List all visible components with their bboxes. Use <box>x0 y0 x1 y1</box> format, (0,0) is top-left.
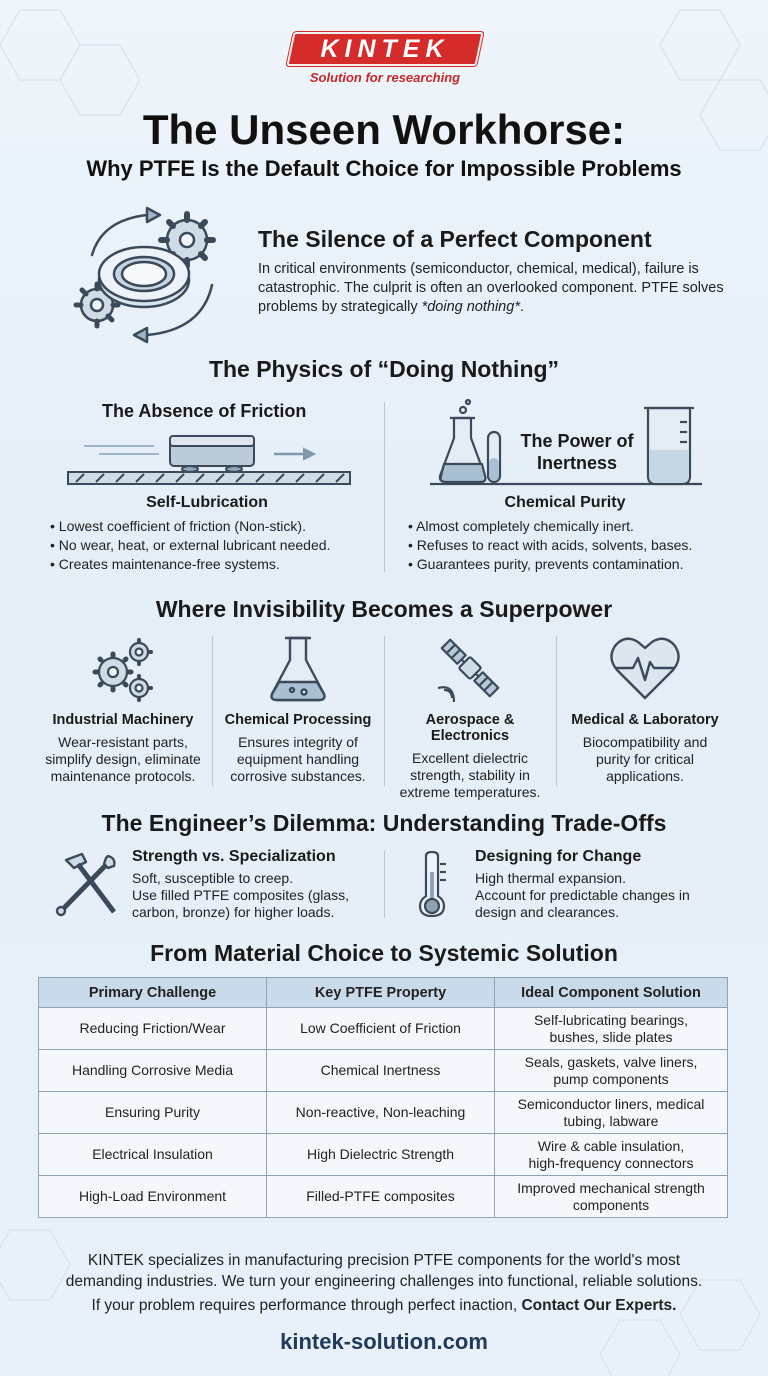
app-title: Industrial Machinery <box>52 712 194 728</box>
inertness-bullet-list <box>408 517 748 574</box>
table-cell: Non-reactive, Non-leaching <box>267 1092 495 1134</box>
inertness-label <box>512 430 642 474</box>
table-cell: Filled-PTFE composites <box>267 1176 495 1218</box>
strength-text <box>132 870 382 921</box>
tradeoff-divider <box>384 850 385 918</box>
list-item: • Lowest coefficient of friction (Non-stick). <box>50 517 380 536</box>
list-item: • Almost completely chemically inert. <box>408 517 748 536</box>
app-desc-line: Biocompatibility and <box>582 734 708 750</box>
table-cell <box>495 1092 728 1134</box>
table-row <box>39 1134 728 1176</box>
silence-text-emphasis: *doing nothing* <box>421 299 520 315</box>
satellite-icon <box>430 632 510 704</box>
list-item: • No wear, heat, or external lubricant needed. <box>50 536 380 555</box>
list-item: • Creates maintenance-free systems. <box>50 555 380 574</box>
app-desc-line: corrosive substances. <box>230 768 366 784</box>
footer-cta <box>30 1297 738 1315</box>
list-item: • Refuses to react with acids, solvents, bases. <box>408 536 748 555</box>
solutions-heading: From Material Choice to Systemic Solution <box>150 940 618 966</box>
app-desc-line: purity for critical <box>595 751 695 767</box>
footer-line: KINTEK specializes in manufacturing precision PTFE components for the world's most <box>87 1252 681 1269</box>
app-description <box>385 750 555 801</box>
app-title: Aerospace & Electronics <box>425 712 515 744</box>
solutions-table <box>38 977 728 1218</box>
silence-text-end: . <box>519 299 524 315</box>
footer-line: demanding industries. We turn your engineering challenges into functional, reliable solutions. <box>65 1273 703 1290</box>
change-title: Designing for Change <box>475 848 642 865</box>
app-industrial-machinery <box>38 632 208 785</box>
app-description <box>560 734 730 785</box>
logo-tagline: Solution for researching <box>309 70 461 85</box>
table-cell <box>495 1008 728 1050</box>
tradeoff-line: Soft, susceptible to creep. <box>132 870 294 886</box>
silence-paragraph <box>258 260 728 317</box>
cell-line: tubing, labware <box>563 1112 659 1129</box>
friction-bullet-list <box>50 517 380 574</box>
footer-description <box>30 1250 738 1292</box>
app-desc-line: equipment handling <box>236 751 360 767</box>
cell-line: pump components <box>553 1070 669 1087</box>
app-desc-line: Ensures integrity of <box>238 734 358 750</box>
flask-icon <box>258 632 338 704</box>
table-cell <box>495 1050 728 1092</box>
list-item: • Guarantees purity, prevents contamination. <box>408 555 748 574</box>
table-header-row <box>39 978 728 1008</box>
heart-pulse-icon <box>605 632 685 704</box>
table-cell: Electrical Insulation <box>39 1134 267 1176</box>
app-medical-laboratory <box>560 632 730 785</box>
cell-line: Improved mechanical strength <box>517 1179 705 1196</box>
table-cell: High-Load Environment <box>39 1176 267 1218</box>
tradeoffs-heading: The Engineer’s Dilemma: Understanding Trade-Offs <box>101 810 667 836</box>
table-cell: Handling Corrosive Media <box>39 1050 267 1092</box>
table-row <box>39 1176 728 1218</box>
page-subtitle: Why PTFE Is the Default Choice for Impossible Problems <box>86 156 682 181</box>
change-text <box>475 870 745 921</box>
inertness-label-line1: The Power of <box>520 431 634 451</box>
app-description <box>38 734 208 785</box>
inertness-label-line2: Inertness <box>536 453 618 473</box>
app-title: Chemical Processing <box>224 712 372 728</box>
bearing-gears-icon <box>62 200 232 350</box>
page-title: The Unseen Workhorse: <box>142 106 626 153</box>
cell-line: Semiconductor liners, medical <box>517 1095 705 1112</box>
friction-label: The Absence of Friction <box>102 401 307 421</box>
gears-icon <box>83 632 163 704</box>
silence-text-main: In critical environments (semiconductor, chemical, medical), failure is catastrophic. The culprit is often an overlooked component. PTFE solves problems by strategically <box>258 261 724 315</box>
logo-text: KINTEK <box>320 35 450 63</box>
applications-heading: Where Invisibility Becomes a Superpower <box>155 596 613 622</box>
table-cell: High Dielectric Strength <box>267 1134 495 1176</box>
app-desc-line: extreme temperatures. <box>399 784 541 800</box>
app-desc-line: Excellent dielectric <box>412 750 528 766</box>
cell-line: components <box>572 1196 650 1213</box>
cta-text: If your problem requires performance through perfect inaction, <box>91 1297 522 1314</box>
tradeoff-line: High thermal expansion. <box>475 870 626 886</box>
table-cell: Low Coefficient of Friction <box>267 1008 495 1050</box>
strength-title: Strength vs. Specialization <box>132 848 336 865</box>
app-desc-line: simplify design, eliminate <box>45 751 201 767</box>
app-aerospace-electronics <box>385 632 555 801</box>
table-cell <box>495 1134 728 1176</box>
table-cell: Ensuring Purity <box>39 1092 267 1134</box>
app-title: Medical & Laboratory <box>571 712 719 728</box>
app-divider-3 <box>556 636 557 786</box>
table-cell: Chemical Inertness <box>267 1050 495 1092</box>
app-desc-line: Wear-resistant parts, <box>58 734 188 750</box>
website-link[interactable]: kintek-solution.com <box>280 1329 488 1354</box>
column-header: Primary Challenge <box>39 978 267 1008</box>
app-chemical-processing <box>213 632 383 785</box>
hammer-wrench-icon <box>52 850 122 920</box>
tradeoff-line: Account for predictable changes in <box>475 887 690 903</box>
silence-heading: The Silence of a Perfect Component <box>258 226 652 252</box>
app-desc-line: applications. <box>606 768 684 784</box>
column-header: Key PTFE Property <box>267 978 495 1008</box>
tradeoff-line: design and clearances. <box>475 904 619 920</box>
cell-line: Self-lubricating bearings, <box>533 1011 689 1028</box>
chemical-purity-heading: Chemical Purity <box>504 494 626 511</box>
table-row <box>39 1092 728 1134</box>
kintek-logo <box>280 32 490 92</box>
tradeoff-line: Use filled PTFE composites (glass, <box>132 887 350 903</box>
thermometer-icon <box>412 850 452 920</box>
cell-line: bushes, slide plates <box>549 1028 673 1045</box>
contact-experts-link[interactable]: Contact Our Experts. <box>521 1297 677 1314</box>
table-cell: Reducing Friction/Wear <box>39 1008 267 1050</box>
table-row <box>39 1050 728 1092</box>
physics-divider <box>384 402 385 572</box>
cell-line: Wire & cable insulation, <box>537 1137 685 1154</box>
cell-line: Seals, gaskets, valve liners, <box>524 1053 698 1070</box>
table-cell <box>495 1176 728 1218</box>
cell-line: high-frequency connectors <box>528 1154 694 1171</box>
app-description <box>213 734 383 785</box>
physics-heading: The Physics of “Doing Nothing” <box>208 356 560 382</box>
column-header: Ideal Component Solution <box>495 978 728 1008</box>
table-row <box>39 1008 728 1050</box>
self-lubrication-heading: Self-Lubrication <box>146 494 268 511</box>
app-desc-line: maintenance protocols. <box>50 768 196 784</box>
app-desc-line: strength, stability in <box>410 767 530 783</box>
tradeoff-line: carbon, bronze) for higher loads. <box>132 904 335 920</box>
sliding-block-icon <box>64 426 354 488</box>
